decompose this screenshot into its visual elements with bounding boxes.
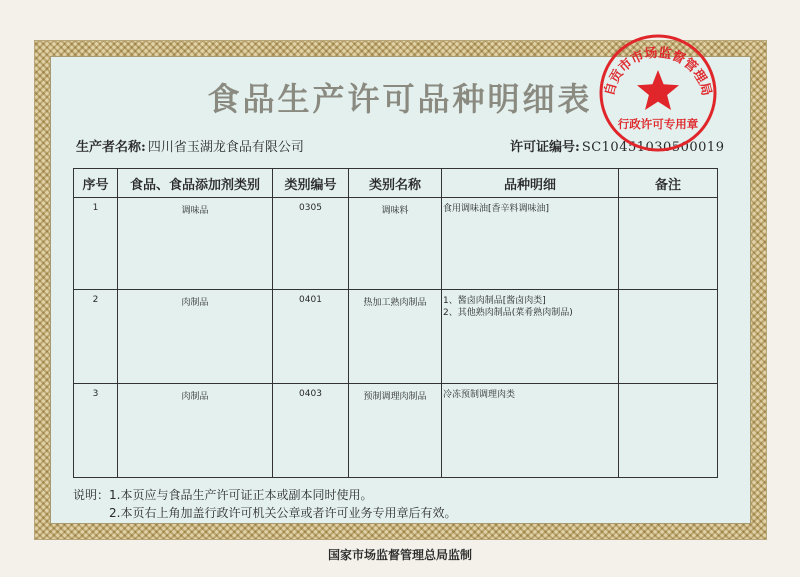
issuer-footer: 国家市场监督管理总局监制 [327, 548, 472, 562]
variety-item: 食用调味油[香辛料调味油] [443, 204, 550, 214]
row-remark [619, 198, 718, 290]
row-varieties [442, 290, 619, 384]
table-row [74, 290, 718, 384]
table-header-row [74, 169, 718, 198]
row-no: 2 [74, 290, 118, 384]
document-title: 食品生产许可品种明细表 [207, 80, 593, 118]
header-code: 类别编号 [273, 169, 349, 198]
row-remark [619, 290, 718, 384]
header-category: 食品、食品添加剂类别 [118, 169, 273, 198]
official-seal [597, 32, 719, 154]
note-line-2: 2.本页右上角加盖行政许可机关公章或者许可业务专用章后有效。 [109, 506, 457, 520]
header-remark: 备注 [619, 169, 718, 198]
row-name: 预制调理肉制品 [349, 384, 442, 478]
seal-bottom-text: 行政许可专用章 [617, 117, 699, 131]
row-category: 肉制品 [118, 384, 273, 478]
row-name: 热加工熟肉制品 [349, 290, 442, 384]
row-category: 调味品 [118, 198, 273, 290]
row-varieties [442, 198, 619, 290]
header-name: 类别名称 [349, 169, 442, 198]
row-code: 0403 [273, 384, 349, 478]
variety-item: 2、其他熟肉制品(菜肴熟肉制品) [443, 308, 573, 318]
license-number: SC10451030500019 [581, 140, 725, 155]
seal-arc-text: 自贡市市场监督管理局 [602, 45, 714, 98]
producer-label: 生产者名称: [76, 140, 146, 155]
row-code: 0305 [273, 198, 349, 290]
seal-star-icon [637, 70, 679, 110]
row-no: 3 [74, 384, 118, 478]
row-category: 肉制品 [118, 290, 273, 384]
row-name: 调味料 [349, 198, 442, 290]
producer-name: 四川省玉湖龙食品有限公司 [147, 140, 304, 155]
notes [73, 486, 456, 522]
row-code: 0401 [273, 290, 349, 384]
table-row [74, 384, 718, 478]
varieties-table [73, 168, 718, 478]
row-varieties [442, 384, 619, 478]
table-row [74, 198, 718, 290]
row-remark [619, 384, 718, 478]
header-no: 序号 [74, 169, 118, 198]
note-line-1: 说明：1.本页应与食品生产许可证正本或副本同时使用。 [73, 488, 373, 502]
variety-item: 1、酱卤肉制品[酱卤肉类] [443, 296, 546, 306]
license-label: 许可证编号: [510, 140, 580, 155]
producer-info [76, 136, 304, 155]
header-varieties: 品种明细 [442, 169, 619, 198]
variety-item: 冷冻预制调理肉类 [443, 390, 516, 400]
row-no: 1 [74, 198, 118, 290]
